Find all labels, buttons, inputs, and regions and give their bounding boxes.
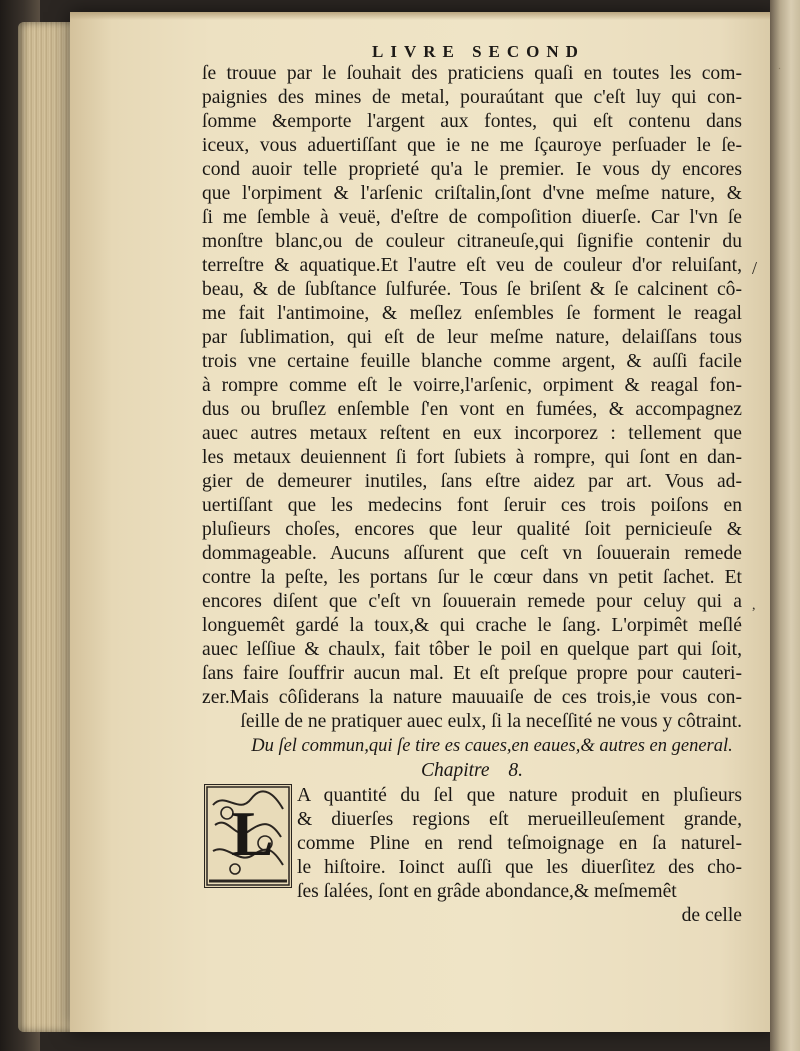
text-line: monſtre blanc,ou de couleur citraneuſe,qui ſignifie contenir du [202, 231, 742, 252]
text-line: beau, & de ſubſtance ſulfurée. Tous ſe briſent & ſe calcinent cô- [202, 279, 742, 300]
text-line: trois vne certaine feuille blanche comme argent, & auſſi facile [202, 351, 742, 372]
text-line: iceux, vous aduertiſſant que ie ne me ſçauroye perſuader le ſe- [202, 135, 742, 156]
text-line: longuemêt gardé la toux,& qui crache le ſang. L'orpimêt meſlé [202, 615, 742, 636]
text-line: ſomme &emporte l'argent aux fontes, qui eſt contenu dans [202, 111, 742, 132]
text-line: cond auoir telle proprieté qu'a le premier. Ie vous dy encores [202, 159, 742, 180]
text-line: ſeille de ne pratiquer auec eulx, ſi la neceſſité ne vous y côtraint. [240, 711, 742, 732]
text-line: me fait l'antimoine, & meſlez enſembles ſe forment le reagal [202, 303, 742, 324]
chapter-text-line: A quantité du ſel que nature produit en pluſieurs [297, 785, 742, 806]
drop-cap-letter: L [231, 798, 274, 869]
facing-page-strip [770, 0, 800, 1051]
text-line: contre la peſte, les portans ſur le cœur dans vn petit ſachet. Et [202, 567, 742, 588]
text-line: par ſublimation, qui eſt de leur meſme nature, delaiſſans tous [202, 327, 742, 348]
chapter-text-line: ſes ſalées, ſont en grâde abondance,& meſmemêt [297, 881, 677, 902]
text-line: terreſtre & aquatique.Et l'autre eſt veu de couleur d'or reluiſant, [202, 255, 742, 276]
text-line: encores diſent que c'eſt vn ſouuerain remede pour celuy qui a [202, 591, 742, 612]
text-line: ſans faire ſouffrir aucun mal. Et eſt preſque propre pour cauteri- [202, 663, 742, 684]
margin-dot-mark: , [752, 598, 756, 613]
text-line: les metaux deuiennent ſi fort ſubiets à rompre, qui ſont en dan- [202, 447, 742, 468]
text-line: dus ou bruſlez enſemble ſ'en vont en fumées, & accompagnez [202, 399, 742, 420]
chapter-text-line: comme Pline en rend teſmoignage en ſa naturel- [297, 833, 742, 854]
chapter-text-line: & diuerſes regions eſt merueilleuſement grande, [297, 809, 742, 830]
text-line: ſi me ſemble à veuë, d'eſtre de compoſition diuerſe. Car l'vn ſe [202, 207, 742, 228]
text-line: dommageable. Aucuns aſſurent que ceſt vn ſouuerain remede [202, 543, 742, 564]
text-line: ſe trouue par le ſouhait des praticiens quaſi en toutes les com- [202, 63, 742, 84]
text-line: que l'orpiment & l'arſenic criſtalin,ſont d'vne meſme nature, & [202, 183, 742, 204]
text-line: zer.Mais côſiderans la nature mauuaiſe de ces trois,ie vous con- [202, 687, 742, 708]
section-title: Du ſel commun,qui ſe tire es caues,en eaues,& autres en general. [251, 736, 733, 756]
text-line: paignies des mines de metal, pouraútant que c'eſt luy qui con- [202, 87, 742, 108]
text-line: gier de demeurer inutiles, ſans eſtre aidez par art. Vous ad- [202, 471, 742, 492]
text-line: à rompre comme eſt le voirre,l'arſenic, orpiment & reagal fon- [202, 375, 742, 396]
text-line: uertiſſant que les medecins font ſeruir ces trois poiſons en [202, 495, 742, 516]
text-line: auec leſſiue & chaulx, fait tôber le poil en quelque part qui ſoit, [202, 639, 742, 660]
chapter-heading: Chapitre 8. [420, 760, 524, 781]
chapter-text-line: le hiſtoire. Ioinct auſſi que les diuerſitez des cho- [297, 857, 742, 878]
text-line: auec autres metaux reſtent en eux incorporez : tellement que [202, 423, 742, 444]
running-head: LIVRE SECOND [372, 42, 585, 61]
margin-slash-mark: / [752, 258, 758, 278]
facing-page-ghost-text: . [777, 59, 781, 73]
text-line: pluſieurs choſes, encores que leur qualité ſoit pernicieuſe & [202, 519, 742, 540]
decorated-initial [204, 784, 292, 888]
catchword: de celle [681, 905, 742, 926]
